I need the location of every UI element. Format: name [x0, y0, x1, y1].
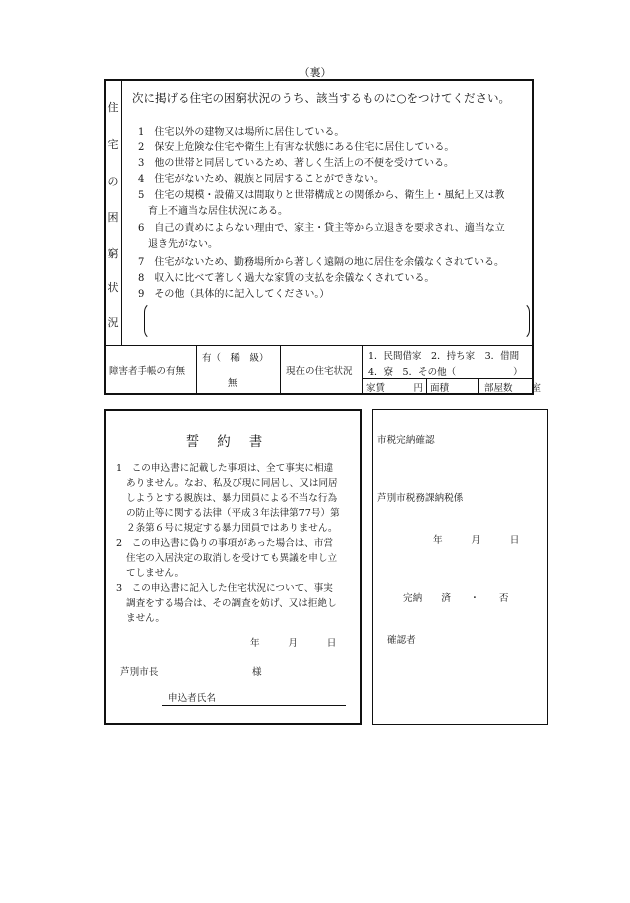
col-divider [196, 345, 197, 393]
applicant-name-label: 申込者氏名 [168, 693, 216, 704]
vertical-label-char: 窮 [107, 247, 119, 260]
pledge-text-line: ２条第６号に規定する暴力団員ではありません。 [126, 523, 338, 534]
housing-type-options-2[interactable]: 4．寮 5．その他（ ） [368, 367, 523, 378]
housing-hardship-section [104, 79, 542, 395]
pledge-section [104, 409, 362, 725]
rooms-field[interactable]: 部屋数 室 [484, 383, 542, 394]
pledge-text-line: 調査をする場合は、その調査を妨げ、又は拒絶し [126, 598, 337, 609]
hardship-item-3[interactable]: 3 他の世帯と同居しているため、著しく生活上の不便を受けている。 [138, 158, 454, 169]
row-divider [362, 378, 532, 379]
hardship-item-2[interactable]: 2 保安上危険な住宅や衛生上有害な状態にある住宅に居住している。 [138, 142, 455, 153]
disability-no-option[interactable]: 無 [228, 378, 238, 389]
pledge-text-line: てしません。 [126, 568, 185, 579]
tax-confirmer-label: 確認者 [387, 635, 416, 646]
row-divider [106, 345, 532, 346]
disability-notebook-label: 障害者手帳の有無 [109, 366, 186, 377]
pledge-text-line: 1 この申込書に記載した事項は、全て事実に相違 [116, 463, 334, 474]
hardship-item-7[interactable]: 7 住宅がないため、勤務場所から著しく遠隔の地に居住を余儀なくされている。 [138, 257, 504, 268]
page-side-label: （裏） [298, 66, 332, 79]
hardship-item-1[interactable]: 1 住宅以外の建物又は場所に居住している。 [138, 127, 345, 138]
applicant-name-field[interactable] [162, 705, 346, 706]
area-field[interactable]: 面積 [430, 383, 450, 394]
pledge-text-line: の防止等に関する法律（平成３年法律第77号）第 [126, 508, 340, 519]
vertical-label-char: 状 [107, 281, 119, 294]
col-divider [478, 378, 479, 393]
col-divider [280, 345, 281, 393]
col-divider [426, 378, 427, 393]
pledge-text-line: 住宅の入居決定の取消しを受けても異議を申し立 [126, 553, 338, 564]
disability-yes-option[interactable]: 有（ 稀 級） [202, 353, 269, 364]
vertical-label-char: 困 [107, 211, 119, 224]
col-divider [362, 345, 363, 393]
pledge-text-line: ありません。なお、私及び現に同居し、又は同居 [126, 478, 338, 489]
pledge-title: 誓約書 [185, 434, 281, 450]
rent-field[interactable]: 家賃 円 [366, 383, 424, 394]
vertical-label-char: 住 [107, 101, 119, 114]
tax-section-name: 芦別市税務課納税係 [377, 493, 464, 504]
housing-hardship-vertical-label [106, 81, 122, 345]
other-details-bracket-field[interactable] [144, 302, 530, 340]
pledge-text-line: 2 この申込書に偽りの事項があった場合は、市営 [116, 538, 334, 549]
hardship-item-8[interactable]: 8 収入に比べて著しく過大な家賃の支払を余儀なくされている。 [138, 273, 435, 284]
tax-date-field[interactable]: 年 月 日 [433, 535, 520, 546]
vertical-label-char: 宅 [107, 138, 119, 151]
tax-confirmation-section [372, 409, 548, 725]
housing-type-options-1[interactable]: 1．民間借家 2．持ち家 3．借間 [368, 351, 520, 362]
pledge-addressee: 芦別市長 [120, 667, 159, 678]
vertical-label-char: の [107, 175, 119, 188]
hardship-item-6[interactable]: 6 自己の責めによらない理由で、家主・貸主等から立退きを要求され、適当な立 [138, 223, 505, 234]
hardship-item-9[interactable]: 9 その他（具体的に記入してください。） [138, 289, 330, 300]
tax-title: 市税完納確認 [377, 435, 435, 446]
vertical-label-char: 況 [107, 316, 119, 329]
pledge-text-line: しようとする親族は、暴力団員による不当な行為 [126, 493, 338, 504]
current-housing-label: 現在の住宅状況 [286, 366, 353, 377]
hardship-item-5-cont: 育上不適当な居住状況にある。 [148, 206, 288, 217]
pledge-honorific: 様 [252, 667, 262, 678]
pledge-text-line: 3 この申込書に記入した住宅状況について、事実 [116, 583, 333, 594]
housing-instruction: 次に掲げる住宅の困窮状況のうち、該当するものに○をつけてください。 [132, 91, 511, 105]
hardship-item-4[interactable]: 4 住宅がないため、親族と同居することができない。 [138, 174, 384, 185]
pledge-text-line: ません。 [126, 613, 165, 624]
pledge-date-field[interactable]: 年 月 日 [250, 638, 337, 649]
hardship-item-5[interactable]: 5 住宅の規模・設備又は間取りと世帯構成との関係から、衛生上・風紀上又は教 [138, 190, 505, 201]
tax-payment-status[interactable]: 完納 済 ・ 否 [403, 593, 509, 604]
hardship-item-6-cont: 退き先がない。 [148, 239, 218, 250]
